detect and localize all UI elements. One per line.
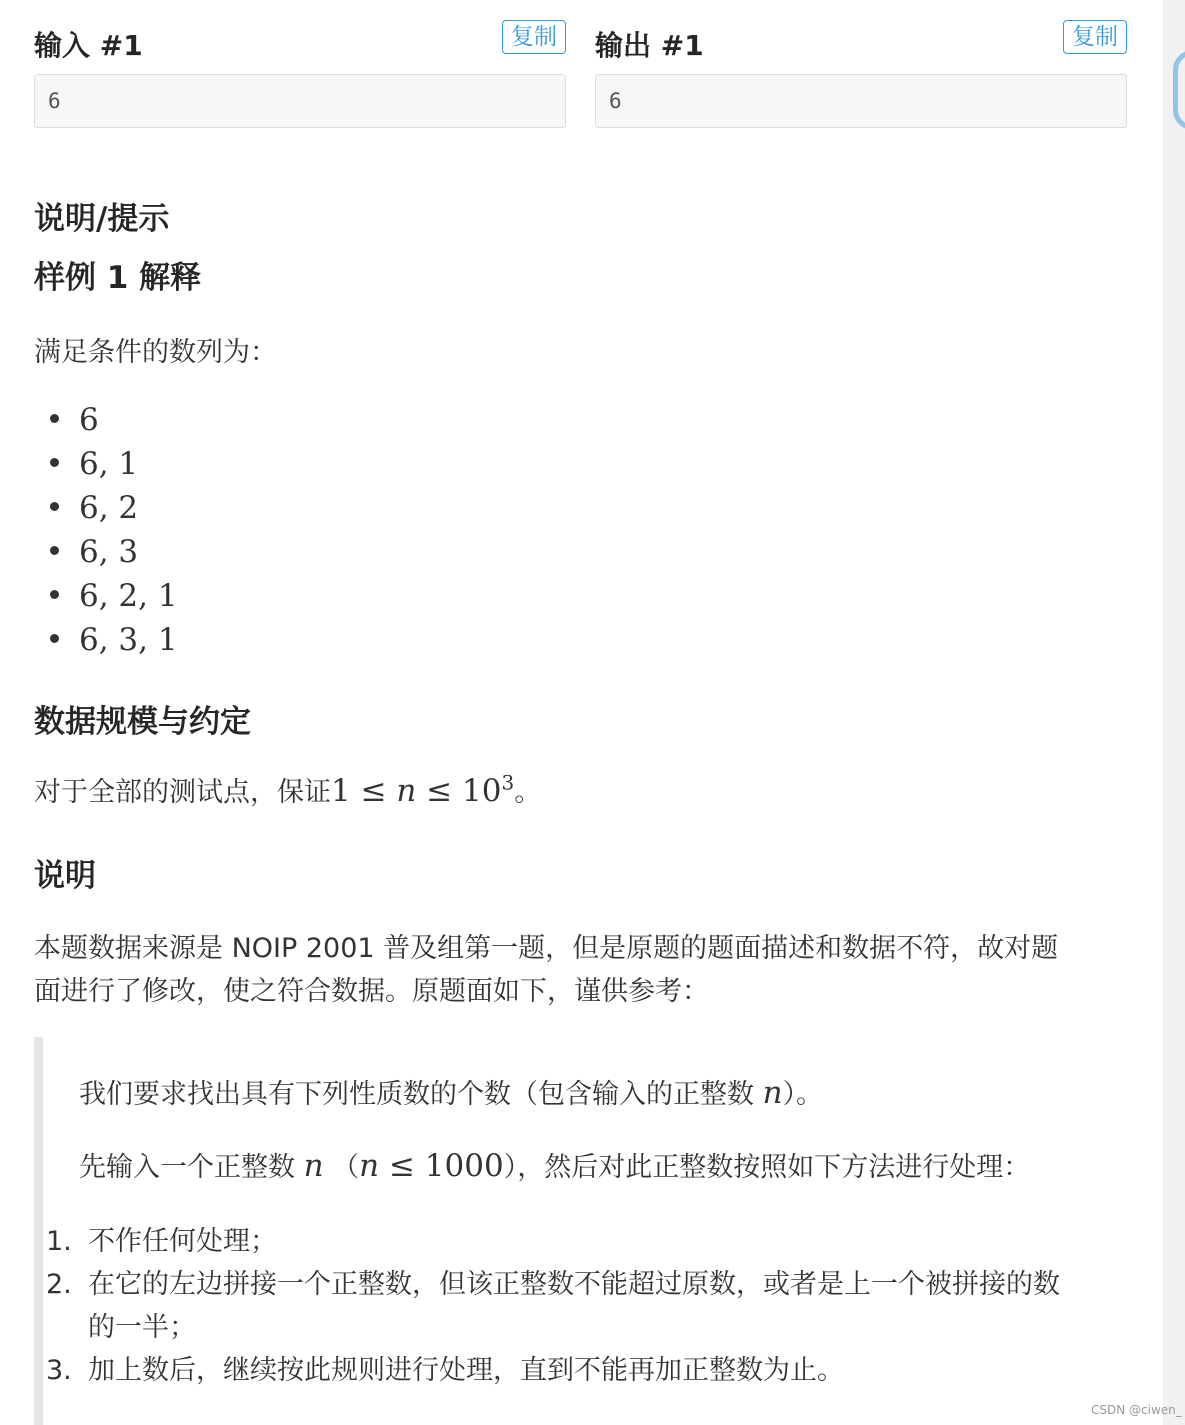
quote-line-1: [79, 1072, 823, 1111]
quote-line-2-var2: n: [359, 1148, 380, 1184]
list-item: [46, 1349, 1086, 1392]
list-item: [34, 486, 178, 530]
example-title: 样例 1 解释: [34, 260, 202, 296]
sample-output-box[interactable]: 6: [595, 74, 1127, 128]
quote-line-2-ineq: ≤ 1000: [379, 1148, 504, 1184]
sample-output-title: 输出 #1: [595, 29, 704, 62]
scale-math-right: ≤ 10: [416, 773, 502, 809]
bullet-icon: [50, 502, 59, 511]
list-item: [34, 398, 178, 442]
scale-text-prefix: 对于全部的测试点，保证: [34, 777, 331, 808]
sample-input-box[interactable]: 6: [34, 74, 566, 128]
note-line-1: 本题数据来源是 NOIP 2001 普及组第一题，但是原题的题面描述和数据不符，故对题: [34, 933, 1059, 964]
rule-number: 1.: [46, 1226, 72, 1257]
scrollbar[interactable]: [1163, 0, 1185, 1425]
sample-input: [34, 20, 566, 128]
quote-line-1-suffix: ）。: [782, 1079, 824, 1110]
quote-line-2-paren: （: [332, 1152, 360, 1183]
rule-number: 3.: [46, 1355, 72, 1386]
rule-number: 2.: [46, 1269, 72, 1300]
watermark: CSDN @ciwen_: [1091, 1403, 1182, 1417]
sequence-text: 6, 3, 1: [79, 622, 178, 658]
list-item: [34, 574, 178, 618]
quote-line-2-suffix: ），然后对此正整数按照如下方法进行处理：: [503, 1152, 1031, 1183]
sequence-text: 6, 2, 1: [79, 578, 178, 614]
sequence-list: [34, 398, 178, 662]
list-item: [34, 530, 178, 574]
scale-title: 数据规模与约定: [34, 704, 251, 740]
sequence-text: 6, 1: [79, 446, 139, 482]
sample-output: [595, 20, 1127, 128]
list-item: [46, 1220, 1086, 1263]
sample-input-header: [34, 20, 566, 74]
copy-output-button[interactable]: 复制: [1063, 20, 1127, 54]
side-widget[interactable]: [1173, 50, 1185, 130]
list-item: [46, 1263, 1086, 1349]
rule-text: 不作任何处理；: [88, 1226, 277, 1257]
sample-output-header: [595, 20, 1127, 74]
hint-title: 说明/提示: [34, 201, 170, 237]
quote-line-2-math: [359, 1148, 504, 1184]
bullet-icon: [50, 634, 59, 643]
scale-math-left: 1 ≤: [331, 773, 397, 809]
quote-line-2: [79, 1145, 1030, 1184]
scale-math-exp: 3: [501, 770, 515, 795]
bullet-icon: [50, 590, 59, 599]
scale-math: [331, 770, 515, 809]
quote-line-2-var: n: [303, 1148, 324, 1184]
scale-text-suffix: 。: [514, 777, 542, 808]
quote-line-2-prefix: 先输入一个正整数: [79, 1152, 295, 1183]
quote-line-1-var: n: [762, 1075, 783, 1111]
bullet-icon: [50, 414, 59, 423]
scale-math-var: n: [396, 773, 417, 809]
copy-input-button[interactable]: 复制: [502, 20, 566, 54]
rule-text: 在它的左边拼接一个正整数，但该正整数不能超过原数，或者是上一个被拼接的数的一半；: [88, 1269, 1060, 1343]
sequence-text: 6, 3: [79, 534, 139, 570]
quote-line-1-prefix: 我们要求找出具有下列性质数的个数（包含输入的正整数: [79, 1079, 754, 1110]
list-item: [34, 442, 178, 486]
rule-text: 加上数后，继续按此规则进行处理，直到不能再加正整数为止。: [88, 1355, 844, 1386]
sequence-text: 6: [79, 402, 99, 438]
sample-input-title: 输入 #1: [34, 29, 143, 62]
note-title: 说明: [34, 858, 96, 894]
example-intro: 满足条件的数列为：: [34, 337, 277, 368]
bullet-icon: [50, 458, 59, 467]
sequence-text: 6, 2: [79, 490, 139, 526]
note-line-2: 面进行了修改，使之符合数据。原题面如下，谨供参考：: [34, 976, 709, 1007]
scale-text: [34, 770, 541, 809]
rules-list: [46, 1220, 1086, 1392]
bullet-icon: [50, 546, 59, 555]
list-item: [34, 618, 178, 662]
